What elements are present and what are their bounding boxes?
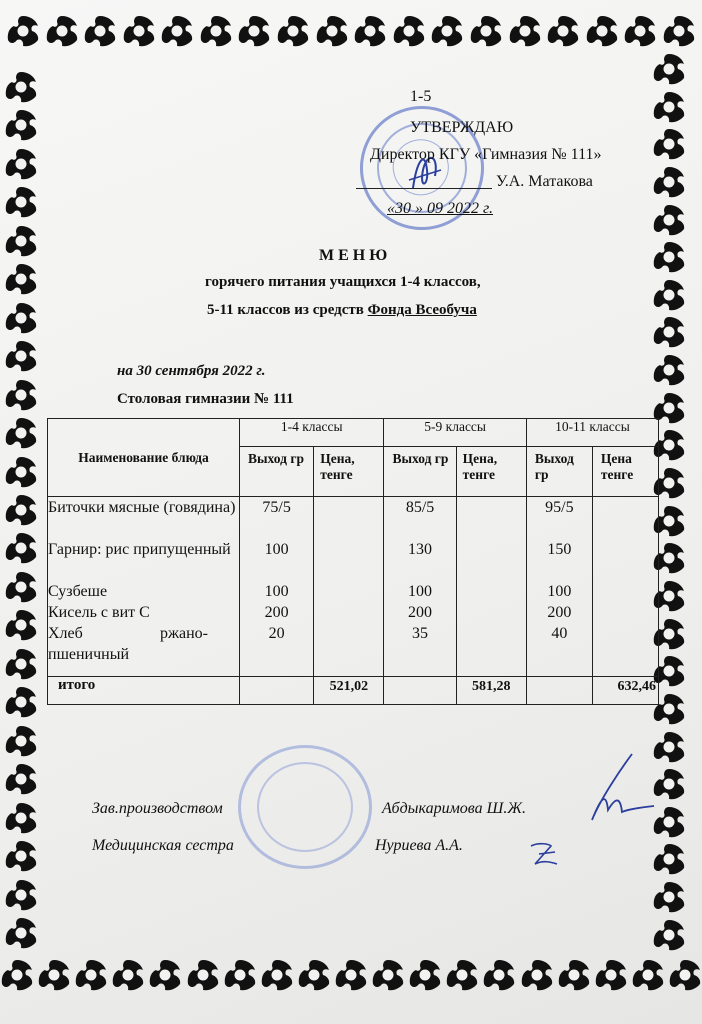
header-group-10-11: 10-11 классы [526, 419, 658, 447]
total-empty-3 [526, 677, 592, 705]
yield-value: 100 [408, 583, 433, 600]
menu-title: М Е Н Ю [319, 247, 388, 264]
approval-date: «30 » 09 2022 г. [387, 200, 494, 217]
menu-subtitle-line1: горячего питания учащихся 1-4 классов, [205, 274, 481, 290]
ornament-icon [652, 52, 686, 86]
menu-subtitle-line2 [207, 302, 477, 319]
ornament-icon [199, 14, 233, 48]
ornament-icon [4, 108, 38, 142]
ornament-icon [652, 240, 686, 274]
ornament-icon [6, 14, 40, 48]
yield-value: 100 [264, 541, 289, 558]
ornament-icon [652, 353, 686, 387]
ornament-icon [334, 958, 368, 992]
ornament-icon [652, 842, 686, 876]
ornament-border-left [4, 70, 38, 950]
signature-role-production: Зав.производством [92, 800, 223, 817]
ornament-icon [4, 570, 38, 604]
header-group-1-4: 1-4 классы [239, 419, 383, 447]
ornament-icon [557, 958, 591, 992]
signature-role-nurse: Медицинская сестра [92, 837, 234, 854]
ornament-icon [652, 165, 686, 199]
ornament-icon [4, 608, 38, 642]
approve-heading: УТВЕРЖДАЮ [410, 119, 514, 136]
ornament-icon [408, 958, 442, 992]
ornament-icon [4, 916, 38, 950]
yield-value: 85/5 [405, 499, 435, 516]
ornament-icon [4, 685, 38, 719]
director-name: У.А. Матакова [496, 173, 593, 190]
ornament-icon [371, 958, 405, 992]
production-head-signature-icon [570, 750, 660, 830]
total-price-1-4: 521,02 [314, 677, 384, 705]
ornament-icon [631, 958, 665, 992]
yield-cell-10-11 [526, 497, 592, 677]
round-seal-stamp-bottom [238, 745, 372, 869]
yield-value: 150 [547, 541, 572, 558]
price-cell-5-9 [456, 497, 526, 677]
ornament-icon [353, 14, 387, 48]
ornament-icon [652, 278, 686, 312]
yield-value: 95/5 [545, 499, 574, 516]
dish-name: Гарнир: рис припущенный [48, 541, 231, 558]
ornament-icon [260, 958, 294, 992]
header-group-5-9: 5-9 классы [384, 419, 526, 447]
ornament-icon [276, 14, 310, 48]
ornament-icon [4, 455, 38, 489]
ornament-icon [45, 14, 79, 48]
ornament-icon [74, 958, 108, 992]
header-price-3: Цена тенге [592, 447, 658, 497]
total-price-10-11: 632,46 [592, 677, 658, 705]
yield-value: 35 [412, 625, 429, 642]
ornament-icon [4, 724, 38, 758]
ornament-icon [4, 185, 38, 219]
ornament-border-top [6, 14, 696, 58]
dish-names-cell [48, 497, 240, 677]
ornament-icon [520, 958, 554, 992]
ornament-icon [668, 958, 702, 992]
ornament-icon [4, 70, 38, 104]
ornament-icon [4, 878, 38, 912]
yield-value: 200 [408, 604, 433, 621]
yield-value: 100 [264, 583, 289, 600]
ornament-icon [652, 918, 686, 952]
ornament-icon [4, 839, 38, 873]
ornament-icon [4, 301, 38, 335]
corner-number: 1-5 [410, 88, 432, 105]
ornament-icon [4, 147, 38, 181]
price-cell-10-11 [592, 497, 658, 677]
dish-name: Сузбеше [48, 583, 108, 600]
ornament-icon [4, 801, 38, 835]
header-yield-3: Выход гр [526, 447, 592, 497]
yield-value: 20 [268, 625, 285, 642]
yield-cell-1-4 [239, 497, 313, 677]
yield-value: 130 [408, 541, 433, 558]
menu-date-caption: на 30 сентября 2022 г. [117, 363, 266, 379]
director-position: Директор КГУ «Гимназия № 111» [370, 146, 602, 163]
ornament-icon [122, 14, 156, 48]
signature-name-nurse: Нуриева А.А. [375, 837, 463, 854]
menu-table [47, 418, 659, 705]
total-price-5-9: 581,28 [456, 677, 526, 705]
header-price-2: Цена, тенге [456, 447, 526, 497]
ornament-icon [4, 493, 38, 527]
dish-name: Хлеб ржано-пшеничный [48, 625, 208, 663]
header-dish-name: Наименование блюда [48, 419, 240, 497]
price-cell-1-4 [314, 497, 384, 677]
ornament-icon [4, 339, 38, 373]
ornament-icon [508, 14, 542, 48]
ornament-icon [4, 416, 38, 450]
ornament-icon [585, 14, 619, 48]
table-row-total [48, 677, 659, 705]
subtitle-prefix: 5-11 классов из средств [207, 302, 368, 318]
ornament-icon [237, 14, 271, 48]
yield-value: 200 [547, 604, 572, 621]
ornament-icon [652, 127, 686, 161]
ornament-icon [4, 531, 38, 565]
table-row-dishes [48, 497, 659, 677]
ornament-icon [37, 958, 71, 992]
ornament-border-bottom [0, 958, 702, 1012]
ornament-icon [652, 880, 686, 914]
ornament-icon [315, 14, 349, 48]
ornament-icon [652, 315, 686, 349]
ornament-icon [652, 90, 686, 124]
ornament-icon [430, 14, 464, 48]
ornament-icon [148, 958, 182, 992]
ornament-icon [0, 958, 34, 992]
ornament-icon [4, 378, 38, 412]
ornament-icon [662, 14, 696, 48]
ornament-icon [4, 647, 38, 681]
ornament-icon [652, 203, 686, 237]
total-label: итого [48, 677, 240, 705]
ornament-icon [4, 262, 38, 296]
ornament-icon [392, 14, 426, 48]
ornament-icon [4, 762, 38, 796]
yield-value: 100 [547, 583, 572, 600]
ornament-icon [223, 958, 257, 992]
ornament-icon [83, 14, 117, 48]
yield-value: 200 [264, 604, 289, 621]
signature-line [356, 188, 492, 189]
dish-name: Кисель с вит С [48, 604, 150, 621]
yield-cell-5-9 [384, 497, 456, 677]
ornament-icon [4, 224, 38, 258]
dish-name: Биточки мясные (говядина) [48, 499, 236, 516]
canteen-name: Столовая гимназии № 111 [117, 391, 294, 407]
ornament-icon [186, 958, 220, 992]
total-empty-2 [384, 677, 456, 705]
total-empty-1 [239, 677, 313, 705]
header-yield-2: Выход гр [384, 447, 456, 497]
ornament-icon [111, 958, 145, 992]
ornament-icon [445, 958, 479, 992]
signature-name-production: Абдыкаримова Ш.Ж. [382, 800, 526, 817]
ornament-icon [469, 14, 503, 48]
ornament-icon [594, 958, 628, 992]
yield-value: 75/5 [262, 499, 291, 516]
ornament-icon [623, 14, 657, 48]
yield-value: 40 [551, 625, 568, 642]
ornament-icon [546, 14, 580, 48]
fund-name: Фонда Всеобуча [367, 302, 477, 318]
nurse-signature-icon [525, 838, 565, 870]
ornament-icon [160, 14, 194, 48]
header-price-1: Цена, тенге [314, 447, 384, 497]
ornament-icon [482, 958, 516, 992]
header-yield-1: Выход гр [239, 447, 313, 497]
ornament-icon [297, 958, 331, 992]
